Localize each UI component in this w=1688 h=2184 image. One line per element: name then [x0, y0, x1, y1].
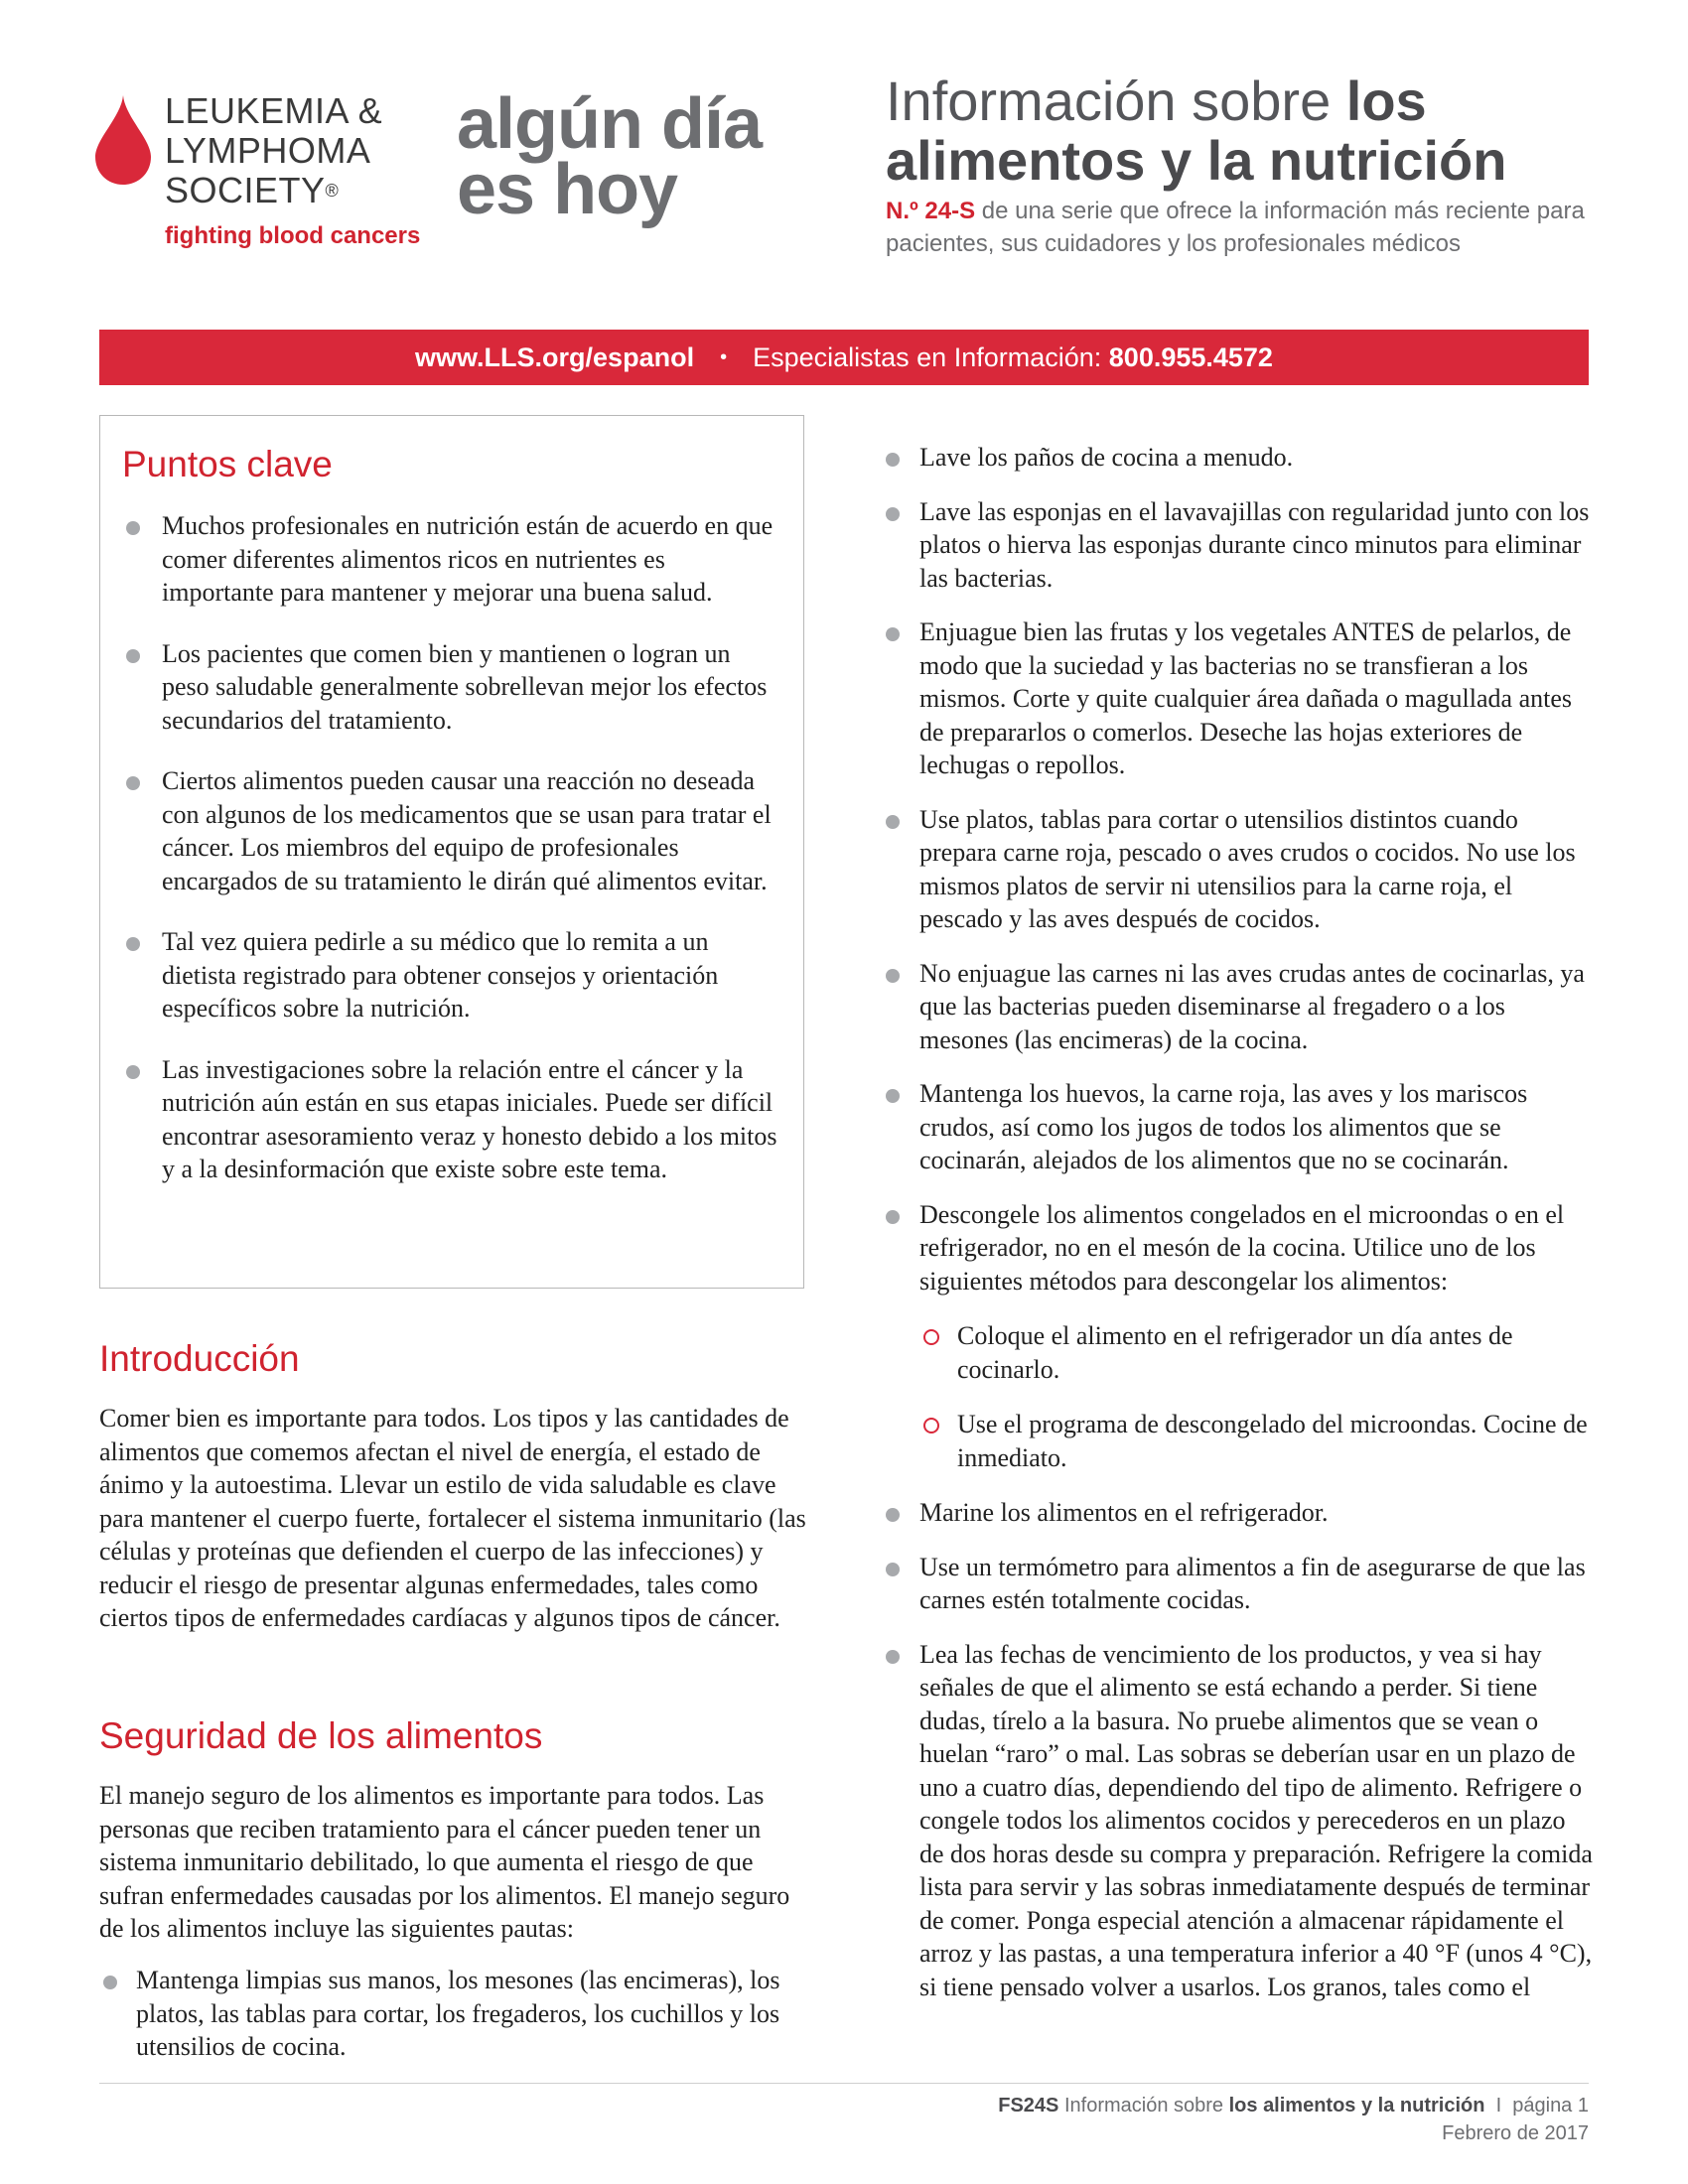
logo-line-3: [165, 171, 382, 210]
slogan: [457, 84, 763, 229]
list-item: Ciertos alimentos pueden causar una reacción no deseada con algunos de los medicamentos que se usan para tratar el cáncer. Los miembros del equipo de profesionales encargados de su tratamiento le dirán qué alimentos evitar.: [122, 764, 777, 897]
footer-title-bold: los alimentos y la nutrición: [1228, 2095, 1485, 2116]
list-item: Muchos profesionales en nutrición están de acuerdo en que comer diferentes alimentos ricos en nutrientes es importante para mantener y mejorar una buena salud.: [122, 509, 777, 610]
website-link[interactable]: www.LLS.org/espanol: [415, 341, 695, 372]
list-item-thaw: [882, 1198, 1593, 1475]
key-points-list: [122, 509, 777, 1214]
footer-title: [998, 2095, 1589, 2117]
registered-mark: ®: [325, 181, 340, 201]
logo-line-2: LYMPHOMA: [165, 130, 371, 171]
footer-separator: I: [1484, 2095, 1513, 2116]
list-item: Enjuague bien las frutas y los vegetales ANTES de pelarlos, de modo que la suciedad y las bacterias no se transfieran a los mismos. Corte y quite cualquier área dañada o magullada antes de prepararlos o comerlos. Deseche las hojas exteriores de lechugas o repollos.: [882, 615, 1593, 782]
thaw-methods-list: [919, 1319, 1593, 1474]
food-safety-paragraph: El manejo seguro de los alimentos es importante para todos. Las personas que reciben tratamiento para el cáncer pueden tener un sistema inmunitario debilitado, lo que aumenta el riesgo de que sufran enfermedades causadas por los alimentos. El manejo seguro de los alimentos incluye las siguientes pautas:: [99, 1781, 790, 1943]
slogan-line-1: algún día: [457, 84, 763, 164]
footer-code: FS24S: [998, 2095, 1059, 2116]
intro-heading: Introducción: [99, 1338, 300, 1379]
key-points-heading: Puntos clave: [122, 444, 333, 484]
sub-list-item: Use el programa de descongelado del microondas. Cocine de inmediato.: [919, 1408, 1593, 1474]
list-item: Lea las fechas de vencimiento de los productos, y vea si hay señales de que el alimento se está echando a perder. Si tiene dudas, tírelo a la basura. No pruebe alimentos que se vean o huelan “raro” o mal. Las sobras se deberían usar en un plazo de uno a cuatro días, dependiendo del tipo de alimento. Refrigere o congele todos los alimentos cocidos y perecederos en un plazo de dos horas desde su compra y preparación. Refrigere la comida lista para servir y las sobras inmediatamente después de terminar de comer. Ponga especial atención a almacenar rápidamente el arroz y las pastas, a una temperatura inferior a 40 °F (unos 4 °C), si tiene pensado volver a usarlos. Los granos, tales como el: [882, 1638, 1593, 2004]
document-title: [886, 71, 1601, 191]
logo-line-1: LEUKEMIA &: [165, 90, 383, 131]
food-safety-list-left: [99, 1964, 806, 2064]
title-regular: Información sobre: [886, 69, 1346, 132]
logo-tagline: fighting blood cancers: [165, 222, 421, 249]
list-item: No enjuague las carnes ni las aves crudas antes de cocinarlas, ya que las bacterias pueden diseminarse al fregadero o a los mesones (las encimeras) de la cocina.: [882, 957, 1593, 1057]
footer-divider: [99, 2083, 1589, 2084]
logo-wordmark: [165, 91, 382, 210]
subtitle-text: de una serie que ofrece la información más reciente para pacientes, sus cuidadores y los profesionales médicos: [886, 198, 1585, 257]
page-number: página 1: [1512, 2095, 1589, 2116]
list-item: Lave las esponjas en el lavavajillas con regularidad junto con los platos o hierva las esponjas durante cinco minutos para eliminar las bacterias.: [882, 495, 1593, 596]
lls-logo: [95, 91, 453, 260]
footer-date: Febrero de 2017: [1442, 2122, 1589, 2144]
intro-paragraph: Comer bien es importante para todos. Los tipos y las cantidades de alimentos que comemos afectan el nivel de energía, el estado de ánimo y la autoestima. Llevar un estilo de vida saludable es clave para mantener el cuerpo fuerte, fortalecer el sistema inmunitario (las células y proteínas que defienden el cuerpo de las infecciones) y reducir el riesgo de presentar algunas enfermedades, tales como ciertos tipos de enfermedades cardíacas y algunos tipos de cáncer.: [99, 1404, 806, 1632]
list-item: Mantenga limpias sus manos, los mesones (las encimeras), los platos, las tablas para cortar, los fregaderos, los cuchillos y los utensilios de cocina.: [99, 1964, 806, 2064]
list-item: Mantenga los huevos, la carne roja, las aves y los mariscos crudos, así como los jugos de todos los alimentos que se cocinarán, alejados de los alimentos que no se cocinarán.: [882, 1077, 1593, 1177]
list-item: Marine los alimentos en el refrigerador.: [882, 1496, 1593, 1530]
title-bold-2: alimentos y la nutrición: [886, 129, 1507, 192]
slogan-line-2: es hoy: [457, 150, 678, 229]
phone-number[interactable]: 800.955.4572: [1108, 341, 1273, 372]
bar-separator: •: [720, 345, 728, 368]
list-item: Use platos, tablas para cortar o utensilios distintos cuando prepara carne roja, pescado o aves crudos o cocidos. No use los mismos platos de servir ni utensilios para la carne roja, el pescado y las aves después de cocidos.: [882, 803, 1593, 936]
contact-bar: [99, 330, 1589, 385]
footer-title-regular: Información sobre: [1058, 2095, 1229, 2116]
key-points-box: [99, 415, 804, 1289]
document-subtitle: [886, 195, 1601, 260]
thaw-intro: Descongele los alimentos congelados en el microondas o en el refrigerador, no en el mesón de la cocina. Utilice uno de los siguientes métodos para descongelar los alimentos:: [919, 1199, 1565, 1296]
list-item: Tal vez quiera pedirle a su médico que lo remita a un dietista registrado para obtener consejos y orientación específicos sobre la nutrición.: [122, 925, 777, 1025]
list-item: Los pacientes que comen bien y mantienen o logran un peso saludable generalmente sobrellevan mejor los efectos secundarios del tratamiento.: [122, 637, 777, 738]
sub-list-item: Coloque el alimento en el refrigerador un día antes de cocinarlo.: [919, 1319, 1593, 1386]
specialists-label: Especialistas en Información:: [753, 341, 1102, 372]
list-item: Use un termómetro para alimentos a fin de asegurarse de que las carnes estén totalmente cocidas.: [882, 1551, 1593, 1617]
list-item: Las investigaciones sobre la relación entre el cáncer y la nutrición aún están en sus etapas iniciales. Puede ser difícil encontrar asesoramiento veraz y honesto debido a los mitos y a la desinformación que existe sobre este tema.: [122, 1053, 777, 1186]
list-item: Lave los paños de cocina a menudo.: [882, 441, 1593, 475]
series-number: N.º 24-S: [886, 198, 976, 224]
food-safety-list-right: [882, 441, 1593, 2024]
logo-line-3-text: SOCIETY: [165, 170, 326, 210]
blood-drop-icon: [95, 95, 151, 185]
title-bold-1: los: [1345, 69, 1427, 132]
food-safety-heading: Seguridad de los alimentos: [99, 1715, 543, 1756]
